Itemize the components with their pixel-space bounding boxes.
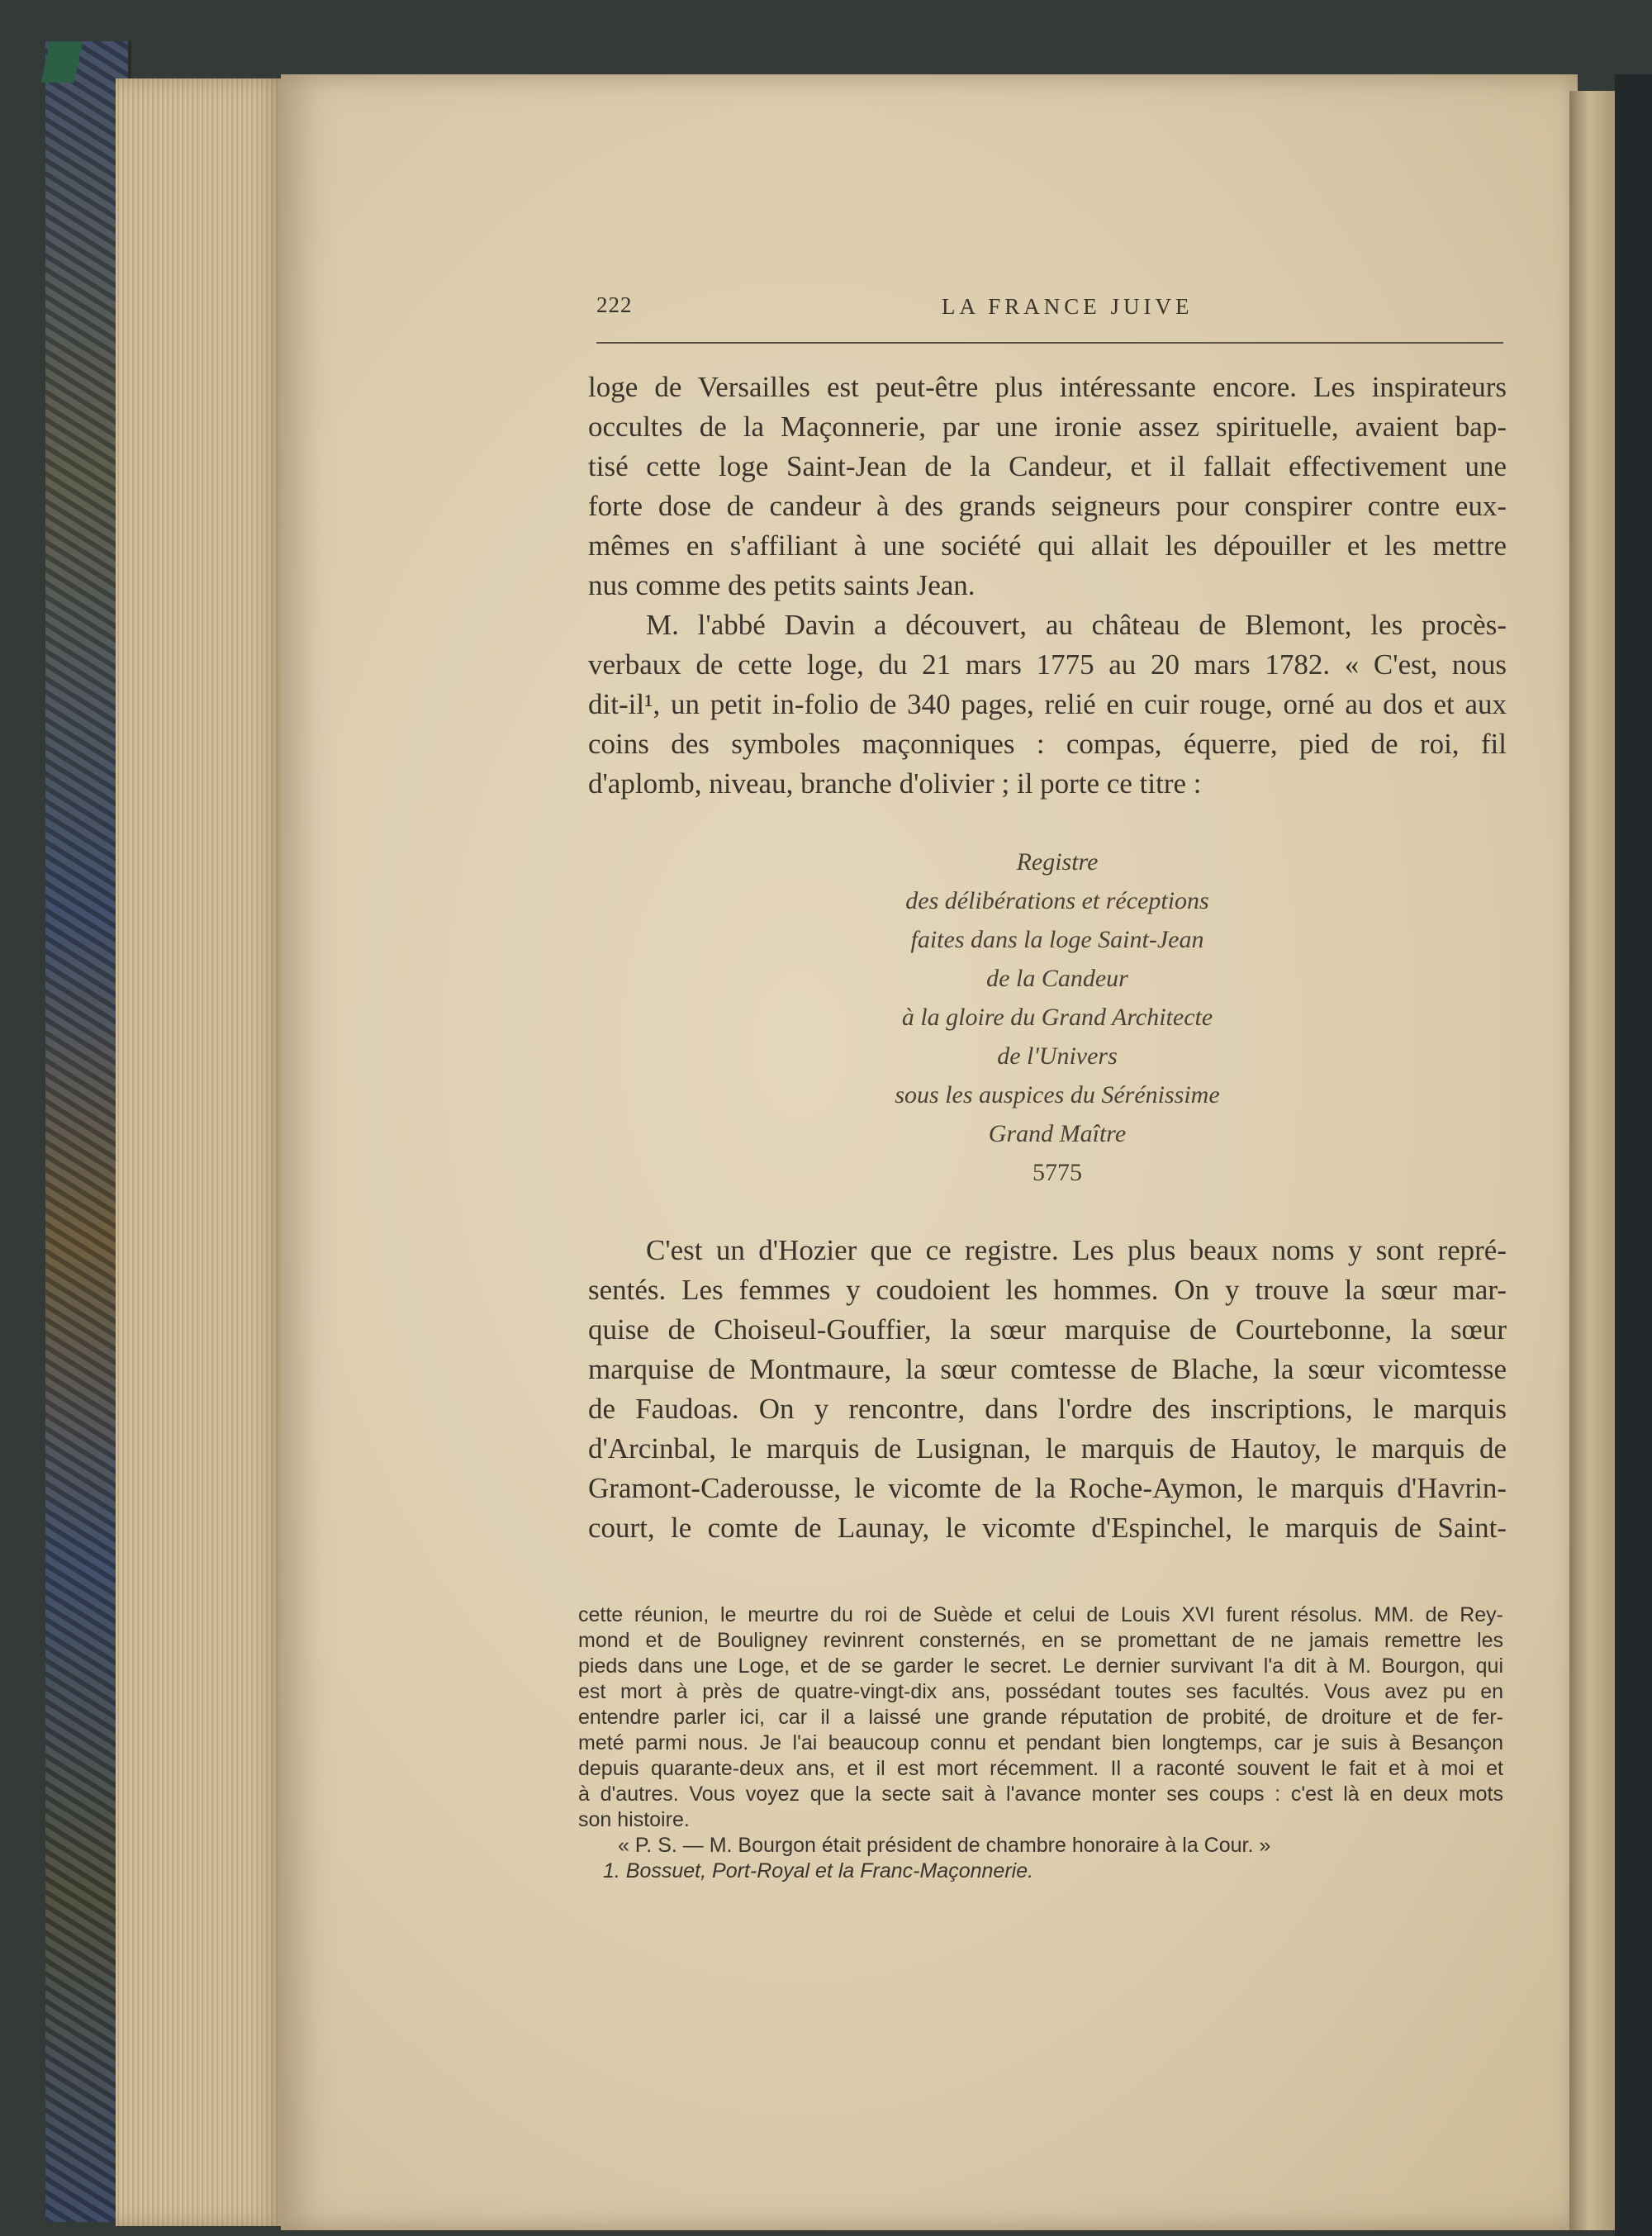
body-line: dit-il¹, un petit in-folio de 340 pages, relié en cuir rouge, orné au dos et aux: [588, 688, 1507, 720]
note-line: entendre parler ici, car il a laissé une grande réputation de probité, de droiture et de fer-: [578, 1706, 1503, 1729]
note-postscript: « P. S. — M. Bourgon était président de chambre honoraire à la Cour. »: [618, 1834, 1271, 1857]
body-line: de Faudoas. On y rencontre, dans l'ordre des inscriptions, le marquis: [588, 1393, 1507, 1425]
note-line: son histoire.: [578, 1808, 690, 1831]
body-line: d'aplomb, niveau, branche d'olivier ; il porte ce titre :: [588, 767, 1202, 800]
body-line: court, le comte de Launay, le vicomte d'Espinchel, le marquis de Saint-: [588, 1512, 1507, 1544]
register-title-line: des délibérations et réceptions: [905, 887, 1209, 914]
register-title-line: faites dans la loge Saint-Jean: [910, 926, 1204, 953]
body-line: mêmes en s'affiliant à une société qui allait les dépouiller et les mettre: [588, 529, 1507, 562]
header-rule: [596, 342, 1503, 344]
page-edges: [116, 78, 289, 2226]
register-title-line: Grand Maître: [988, 1120, 1127, 1147]
body-paragraph-2: [588, 1231, 1507, 1548]
body-line: M. l'abbé Davin a découvert, au château de Blemont, les procès-: [646, 609, 1507, 641]
register-title: [743, 843, 1371, 1192]
body-line: Gramont-Caderousse, le vicomte de la Roche-Aymon, le marquis d'Havrin-: [588, 1472, 1507, 1504]
note-line: cette réunion, le meurtre du roi de Suède et celui de Louis XVI furent résolus. MM. de Rey-: [578, 1603, 1503, 1626]
note-line: est mort à près de quatre-vingt-dix ans, possédant toutes ses facultés. Vous avez pu en: [578, 1680, 1503, 1703]
register-title-line: Registre: [1016, 848, 1099, 876]
footnote-1: 1. Bossuet, Port-Royal et la Franc-Maçonnerie.: [603, 1859, 1034, 1882]
body-line: quise de Choiseul-Gouffier, la sœur marquise de Courtebonne, la sœur: [588, 1313, 1507, 1346]
note-line: depuis quarante-deux ans, et il est mort récemment. Il a raconté souvent le fait et à moi et: [578, 1757, 1503, 1780]
body-line: marquise de Montmaure, la sœur comtesse de Blache, la sœur vicomtesse: [588, 1353, 1507, 1385]
body-line: tisé cette loge Saint-Jean de la Candeur, et il fallait effectivement une: [588, 450, 1507, 482]
body-line: verbaux de cette loge, du 21 mars 1775 au 20 mars 1782. « C'est, nous: [588, 648, 1507, 681]
body-line: sentés. Les femmes y coudoient les hommes. On y trouve la sœur mar-: [588, 1274, 1507, 1306]
body-line: nus comme des petits saints Jean.: [588, 569, 976, 601]
body-line: occultes de la Maçonnerie, par une ironie assez spirituelle, avaient bap-: [588, 411, 1507, 443]
register-title-line: à la gloire du Grand Architecte: [901, 1004, 1213, 1031]
body-line: d'Arcinbal, le marquis de Lusignan, le marquis de Hautoy, le marquis de: [588, 1432, 1507, 1465]
body-line: loge de Versailles est peut-être plus intéressante encore. Les inspirateurs: [588, 371, 1507, 403]
register-title-line: de l'Univers: [997, 1042, 1118, 1070]
register-year: 5775: [1032, 1159, 1082, 1186]
running-title: LA FRANCE JUIVE: [942, 294, 1194, 319]
footnotes: [578, 1602, 1503, 1884]
facing-page-edge: [1569, 91, 1619, 2230]
register-title-line: de la Candeur: [986, 965, 1128, 992]
page-number: 222: [596, 292, 633, 317]
body-line: C'est un d'Hozier que ce registre. Les plus beaux noms y sont repré-: [646, 1234, 1507, 1266]
right-cover: [1615, 74, 1652, 2236]
note-line: meté parmi nous. Je l'ai beaucoup connu et pendant bien longtemps, car je suis à Besançon: [578, 1731, 1503, 1754]
body-line: coins des symboles maçonniques : compas, équerre, pied de roi, fil: [588, 728, 1507, 760]
note-line: à d'autres. Vous voyez que la secte sait à l'avance monter ses coups : c'est là en deux mots: [578, 1783, 1503, 1806]
register-title-line: sous les auspices du Sérénissime: [895, 1081, 1220, 1109]
body-line: forte dose de candeur à des grands seigneurs pour conspirer contre eux-: [588, 490, 1507, 522]
body-paragraphs: [588, 368, 1507, 804]
note-line: pieds dans une Loge, et de se garder le secret. Le dernier survivant l'a dit à M. Bourgon, qui: [578, 1654, 1503, 1678]
note-line: mond et de Bouligney revinrent consternés, en se promettant de ne jamais remettre les: [578, 1629, 1503, 1652]
